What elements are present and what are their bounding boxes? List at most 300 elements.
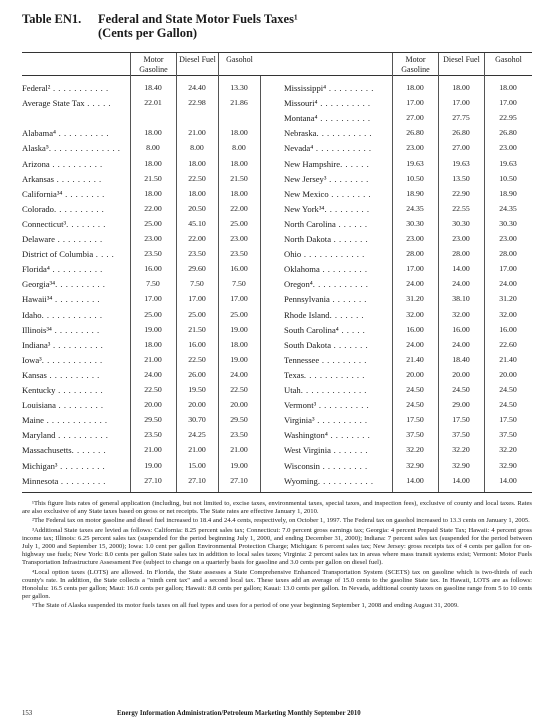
footnote-2: ²The Federal tax on motor gasoline and diesel fuel increased to 18.4 and 24.4 cents, respectively, on October 1, 1997. The Federal tax on gasohol increased to 13.3 cents on January 1, 2005.: [32, 517, 530, 525]
tax-value-diesel: 8.00: [190, 143, 204, 153]
dot-leader: . . . . . . . . . .: [53, 203, 105, 214]
state-name-text: Average State Tax: [22, 98, 85, 109]
state-name: [284, 428, 390, 442]
tax-value-gasohol: 18.00: [230, 128, 248, 138]
state-name-text: Arkansas: [22, 173, 54, 184]
dot-leader: . . . . . . . . .: [51, 324, 100, 335]
tax-value-gasohol: 17.00: [499, 264, 517, 274]
table-row: [22, 96, 532, 110]
state-name-text: Maryland: [22, 430, 56, 441]
tax-value-diesel: 18.00: [188, 158, 206, 168]
dot-leader: . . . . . . . . .: [57, 460, 106, 471]
tax-value-diesel: 25.00: [188, 309, 206, 319]
state-name-text: Iowa³: [22, 354, 42, 365]
tax-value-motor: 18.00: [144, 188, 162, 198]
state-name-text: Minnesota: [22, 475, 59, 486]
state-name-text: South Dakota: [284, 339, 332, 350]
dot-leader: . . . . . . .: [71, 445, 107, 456]
dot-leader: . . . .: [93, 249, 115, 260]
tax-value-diesel: 21.00: [188, 128, 206, 138]
state-name-text: Montana⁴: [284, 113, 318, 124]
state-name: [284, 262, 390, 276]
state-name: [284, 368, 390, 382]
tax-value-diesel: 20.00: [188, 400, 206, 410]
tax-value-gasohol: 21.86: [230, 98, 248, 108]
state-name: [284, 81, 390, 95]
tax-value-diesel: 32.00: [452, 309, 470, 319]
tax-value-motor: 17.50: [406, 415, 424, 425]
state-name-text: New Jersey³: [284, 173, 327, 184]
tax-value-diesel: 27.10: [188, 475, 206, 485]
title-line-2: (Cents per Gallon): [98, 26, 198, 40]
state-name-text: Washington⁴: [284, 430, 328, 441]
table-row: [22, 413, 532, 427]
tax-value-diesel: 17.50: [452, 415, 470, 425]
column-rule: [176, 76, 177, 492]
tax-value-diesel: 20.50: [188, 203, 206, 213]
table-row: [22, 247, 532, 261]
tax-value-gasohol: 20.00: [230, 400, 248, 410]
tax-value-gasohol: 18.00: [230, 188, 248, 198]
table-row: [22, 443, 532, 457]
state-name-text: Kansas: [22, 369, 47, 380]
tax-value-motor: 14.00: [406, 475, 424, 485]
table-row: [22, 217, 532, 231]
tax-value-diesel: 20.00: [452, 369, 470, 379]
tax-value-diesel: 22.98: [188, 98, 206, 108]
tax-value-gasohol: 17.50: [499, 415, 517, 425]
tax-value-motor: 20.00: [406, 369, 424, 379]
tax-value-motor: 32.20: [406, 445, 424, 455]
state-name-text: Federal²: [22, 83, 51, 93]
tax-value-motor: 8.00: [146, 143, 160, 153]
state-name-text: Texas: [284, 369, 304, 380]
tax-value-diesel: 14.00: [452, 264, 470, 274]
tax-value-motor: 20.00: [144, 400, 162, 410]
tax-value-gasohol: 37.50: [499, 430, 517, 440]
tax-value-diesel: 32.90: [452, 460, 470, 470]
tax-value-diesel: 45.10: [188, 218, 206, 228]
tax-value-diesel: 26.00: [188, 369, 206, 379]
state-name-text: New Hampshire: [284, 158, 341, 169]
tax-value-gasohol: 32.00: [499, 309, 517, 319]
table-row: [22, 338, 532, 352]
dot-leader: . . . . . . . .: [66, 218, 106, 229]
tax-value-motor: 21.00: [144, 445, 162, 455]
state-name: [284, 277, 390, 291]
table-row: [22, 232, 532, 246]
dot-leader: . . . . . . . . . . . .: [303, 369, 365, 380]
tax-value-gasohol: 32.20: [499, 445, 517, 455]
table-row: [22, 308, 532, 322]
dot-leader: . . . . . . .: [331, 339, 369, 350]
dot-leader: . . . . . . . . .: [319, 460, 368, 471]
table-row: [22, 383, 532, 397]
state-name-text: Colorado: [22, 203, 54, 214]
tax-value-motor: 18.00: [406, 83, 424, 92]
table-row: [22, 81, 532, 95]
footnotes: [22, 500, 532, 612]
state-name: [284, 338, 390, 352]
state-name-text: Missouri⁴: [284, 98, 318, 109]
tax-value-motor: 21.50: [144, 173, 162, 183]
state-name-text: Alabama⁴: [22, 128, 57, 139]
state-name: [284, 157, 390, 171]
tax-value-diesel: 18.00: [452, 83, 470, 92]
tax-value-motor: 18.00: [144, 128, 162, 138]
state-name: [284, 459, 390, 473]
tax-value-gasohol: 21.40: [499, 354, 517, 364]
state-name-text: Massachusetts: [22, 445, 72, 456]
state-name-text: West Virginia: [284, 445, 331, 456]
dot-leader: . . . . . . .: [329, 294, 367, 305]
table-row: [22, 172, 532, 186]
dot-leader: . . . . . . . .: [328, 188, 372, 199]
tax-value-motor: 23.50: [144, 249, 162, 259]
state-name-text: New York³⁴: [284, 203, 325, 214]
tax-value-gasohol: 22.50: [230, 385, 248, 394]
tax-value-motor: 24.00: [144, 369, 162, 379]
state-name-text: Wisconsin: [284, 460, 320, 471]
tax-value-gasohol: 31.20: [499, 294, 517, 304]
tax-value-motor: 27.00: [406, 113, 424, 123]
state-name-text: Rhode Island: [284, 309, 330, 320]
state-name-text: Arizona: [22, 158, 50, 169]
tax-value-gasohol: 26.80: [499, 128, 517, 138]
tax-value-gasohol: 21.50: [230, 173, 248, 183]
tax-value-gasohol: 23.00: [499, 143, 517, 153]
column-rule: [130, 76, 131, 492]
table-row: [22, 474, 532, 488]
tax-value-diesel: 24.00: [452, 279, 470, 289]
col-header-motor-gasoline-right: Motor Gasoline: [392, 53, 438, 76]
table-row: [22, 398, 532, 412]
dot-leader: . . . . . . . . .: [52, 294, 101, 305]
tax-value-diesel: 22.50: [188, 354, 206, 364]
table-row: [22, 459, 532, 473]
tax-value-diesel: 28.00: [452, 249, 470, 259]
table-row: [22, 202, 532, 216]
footnote-3: ³Additional State taxes are levied as follows: California: 8.25 percent sales tax; Connecticut: 7.0 percent gross earnings tax; Georgia: 4 percent Prepaid State Tax; Hawaii: 4 percent gross income tax; Illinois: 6.25 percent sales tax (suspended for the period beginning July 1, 2000, and ending December 31, 2000); Indiana: 7 percent sales tax (suspended for the period between July 1, 2000 and September 15, 2000); Iowa: 1.0 cent per gallon Environmental Protection Charge; Michigan: 6 percent sales tax; New Jersey: gross receipts tax of 4 cents per gallon for on-highway use fuels; New York: 8.0 cents per gallon State sales tax in addition to local sales taxes; Virginia: 2 percent sales tax in areas where mass transit systems exist; Vermont: Motor Fuels Transportation Infrastructure Assessment Fee (subject to change on a quarterly basis for gasoline and 3.0 cents per gallon on diesel fuel).: [22, 526, 532, 567]
dot-leader: . . . . . . . . . . .: [316, 128, 373, 139]
tax-value-gasohol: 27.10: [230, 475, 248, 485]
tax-value-diesel: 7.50: [190, 279, 204, 289]
state-name-text: Kentucky: [22, 385, 56, 395]
state-name-text: Michigan³: [22, 460, 58, 471]
tax-value-gasohol: 17.00: [499, 98, 517, 108]
column-rule: [438, 76, 439, 492]
dot-leader: . . . . . . . . . .: [55, 279, 106, 290]
dot-leader: . . . . . . . . . .: [49, 264, 103, 275]
state-name: [284, 217, 390, 231]
tax-value-diesel: 21.00: [188, 445, 206, 455]
state-name-text: Delaware: [22, 234, 55, 244]
tax-value-gasohol: 22.60: [499, 339, 517, 349]
state-name-text: Georgia³⁴: [22, 279, 56, 290]
dot-leader: . . . . . . .: [331, 234, 369, 244]
table-header: [22, 12, 532, 42]
dot-leader: . . . . . . .: [329, 309, 365, 320]
tax-value-diesel: 18.00: [188, 188, 206, 198]
state-name-text: Nevada⁴: [284, 143, 314, 154]
dot-leader: . . . . . . . . .: [319, 354, 367, 365]
footnote-1: ¹This figure lists rates of general application (including, but not limited to, excise taxes, environmental taxes, special taxes, and inspection fees), exclusive of county and local taxes. Rates are also exclusive of any State taxes based on gross or net receipts. The State rates are effective January 1, 2010.: [22, 500, 532, 516]
tax-value-gasohol: 8.00: [232, 143, 246, 153]
tax-value-diesel: 23.50: [188, 249, 206, 259]
tax-value-diesel: 22.50: [188, 173, 206, 183]
state-name: [284, 353, 390, 367]
col-header-diesel-fuel-right: Diesel Fuel: [438, 53, 484, 76]
tax-value-motor: 26.80: [406, 128, 424, 138]
tax-value-motor: 22.00: [144, 203, 162, 213]
tax-value-diesel: 37.50: [452, 430, 470, 440]
page-number: 153: [22, 710, 33, 717]
tax-value-motor: 22.50: [144, 385, 162, 394]
tax-value-motor: 21.40: [406, 354, 424, 364]
state-name-text: Louisiana: [22, 400, 56, 411]
tax-value-motor: 25.00: [144, 218, 162, 228]
table-row: [22, 126, 532, 140]
state-name: [284, 443, 390, 457]
column-rule: [260, 76, 261, 492]
state-name-text: Ohio: [284, 249, 302, 260]
tax-value-diesel: 16.00: [452, 324, 470, 334]
tax-value-gasohol: 24.50: [499, 385, 517, 394]
tax-value-gasohol: 25.00: [230, 309, 248, 319]
tax-value-diesel: 27.00: [452, 143, 470, 153]
state-name-text: Idaho: [22, 309, 42, 320]
state-name-text: Connecticut³: [22, 218, 67, 229]
tax-value-diesel: 24.00: [452, 339, 470, 349]
state-name-text: Florida⁴: [22, 264, 50, 275]
tax-value-diesel: 14.00: [452, 475, 470, 485]
tax-value-motor: 23.00: [406, 234, 424, 243]
dot-leader: . . . . .: [84, 98, 112, 109]
state-name: [284, 383, 390, 397]
tax-value-motor: 37.50: [406, 430, 424, 440]
state-name-text: Illinois³⁴: [22, 324, 52, 335]
state-name-text: California³⁴: [22, 188, 63, 199]
table-row: [22, 368, 532, 382]
tax-value-motor: 16.00: [144, 264, 162, 274]
table-row: [22, 141, 532, 155]
tax-value-diesel: 17.00: [188, 294, 206, 304]
table-bottom-rule: [22, 492, 532, 493]
tax-value-motor: 19.00: [144, 460, 162, 470]
state-name: [284, 141, 390, 155]
dot-leader: . . . . . . . . .: [55, 385, 104, 395]
tax-value-gasohol: 19.00: [230, 324, 248, 334]
dot-leader: . . . . . . . . . .: [56, 128, 109, 139]
state-name-text: Mississippi⁴: [284, 83, 327, 93]
tax-value-motor: 19.00: [144, 324, 162, 334]
tax-value-motor: 30.30: [406, 218, 424, 228]
tax-value-gasohol: 10.50: [499, 173, 517, 183]
state-name: [284, 308, 390, 322]
state-name-text: South Carolina⁴: [284, 324, 339, 335]
col-header-gasohol-right: Gasohol: [484, 53, 532, 76]
tax-value-motor: 18.90: [406, 188, 424, 198]
tax-value-motor: 27.10: [144, 475, 162, 485]
dot-leader: . . . . . . . . .: [54, 234, 103, 244]
tax-value-motor: 18.00: [144, 339, 162, 349]
tax-value-gasohol: 23.00: [499, 234, 517, 243]
tax-value-diesel: 17.00: [452, 98, 470, 108]
state-name: [284, 232, 390, 246]
dot-leader: . . . . . . . . . . . .: [43, 415, 108, 426]
tax-value-diesel: 16.00: [188, 339, 206, 349]
dot-leader: . . . . . . . . .: [324, 203, 370, 214]
tax-value-diesel: 13.50: [452, 173, 470, 183]
tax-value-gasohol: 14.00: [499, 475, 517, 485]
tax-value-motor: 10.50: [406, 173, 424, 183]
title-line-1: Federal and State Motor Fuels Taxes¹: [98, 12, 298, 26]
tax-value-motor: 28.00: [406, 249, 424, 259]
dot-leader: . . . . . . . . . .: [49, 158, 103, 169]
table-row: [22, 262, 532, 276]
column-rule: [484, 76, 485, 492]
table-row: [22, 353, 532, 367]
tax-value-gasohol: 18.00: [230, 158, 248, 168]
state-name-text: North Dakota: [284, 234, 332, 244]
tax-value-diesel: 22.55: [452, 203, 470, 213]
dot-leader: . . . . . . . . .: [319, 264, 368, 275]
tax-value-diesel: 29.60: [188, 264, 206, 274]
state-name: [284, 126, 390, 140]
tax-value-diesel: 30.70: [188, 415, 206, 425]
state-name-text: Oregon⁴: [284, 279, 313, 290]
tax-value-gasohol: 20.00: [499, 369, 517, 379]
state-name: [284, 111, 390, 125]
dot-leader: . . . . . . . .: [327, 430, 371, 441]
tax-value-gasohol: 25.00: [230, 218, 248, 228]
state-name-text: Maine: [22, 415, 44, 426]
tax-value-motor: 18.00: [144, 158, 162, 168]
state-name: [284, 398, 390, 412]
tax-value-diesel: 24.50: [452, 385, 470, 394]
tax-value-motor: 32.00: [406, 309, 424, 319]
state-name-text: Oklahoma: [284, 264, 320, 275]
tax-value-diesel: 26.80: [452, 128, 470, 138]
state-name-text: North Carolina: [284, 218, 336, 229]
tax-value-gasohol: 24.35: [499, 203, 517, 213]
state-name-text: Virginia³: [284, 415, 315, 426]
dot-leader: . . . . . . . . . .: [316, 400, 370, 411]
state-name-text: Tennessee: [284, 354, 320, 365]
column-rule: [218, 76, 219, 492]
tax-value-motor: 32.90: [406, 460, 424, 470]
dot-leader: . . . . . .: [335, 218, 368, 229]
tax-value-motor: 23.50: [144, 430, 162, 440]
tax-value-gasohol: 23.00: [230, 234, 248, 243]
tax-value-diesel: 24.40: [188, 83, 206, 92]
tax-value-diesel: 27.75: [452, 113, 470, 123]
tax-value-diesel: 18.40: [452, 354, 470, 364]
tax-value-gasohol: 7.50: [232, 279, 246, 289]
tax-value-gasohol: 19.00: [230, 460, 248, 470]
tax-value-diesel: 24.25: [188, 430, 206, 440]
state-name-text: District of Columbia: [22, 249, 94, 260]
dot-leader: . . . . .: [338, 324, 366, 335]
fuel-tax-table: [22, 52, 532, 486]
dot-leader: . . . . . . . . . . . .: [301, 249, 365, 260]
dot-leader: . . . . . . . . . . . .: [41, 309, 103, 320]
dot-leader: . . . . . . . . . . . . .: [300, 385, 367, 395]
dot-leader: . . . . . . . .: [62, 188, 105, 199]
dot-leader: . . . . . . . . . .: [317, 98, 371, 109]
tax-value-motor: 31.20: [406, 294, 424, 304]
tax-value-motor: 7.50: [146, 279, 160, 289]
table-row: [22, 277, 532, 291]
tax-value-diesel: 32.20: [452, 445, 470, 455]
tax-value-diesel: 23.00: [452, 234, 470, 243]
tax-value-motor: 24.00: [406, 339, 424, 349]
tax-value-diesel: 21.50: [188, 324, 206, 334]
state-name-text: Indiana³: [22, 339, 51, 350]
tax-value-motor: 17.00: [406, 264, 424, 274]
col-header-diesel-fuel-left: Diesel Fuel: [176, 53, 218, 76]
dot-leader: . . . . . .: [340, 158, 370, 169]
tax-value-motor: 24.50: [406, 400, 424, 410]
tax-value-gasohol: 24.00: [499, 279, 517, 289]
dot-leader: . . . . . . . . . .: [317, 113, 371, 124]
tax-value-gasohol: 16.00: [499, 324, 517, 334]
dot-leader: . . . . . . . . . . . . . .: [48, 143, 121, 154]
state-name-text: Alaska⁵: [22, 143, 49, 154]
tax-value-gasohol: 23.50: [230, 430, 248, 440]
state-name: [284, 247, 390, 261]
tax-value-gasohol: 23.50: [230, 249, 248, 259]
dot-leader: . . . . . . . . . .: [314, 415, 368, 426]
state-name: [284, 474, 390, 488]
dot-leader: . . . . . . . . . .: [55, 430, 109, 441]
dot-leader: . . . . . . . . . . .: [312, 279, 369, 290]
column-header-row: [22, 52, 532, 76]
tax-value-motor: 24.50: [406, 385, 424, 394]
state-name-text: Utah: [284, 385, 301, 395]
tax-value-motor: 24.35: [406, 203, 424, 213]
tax-value-diesel: 22.90: [452, 188, 470, 198]
table-row: [22, 292, 532, 306]
tax-value-gasohol: 19.00: [230, 354, 248, 364]
tax-value-diesel: 15.00: [188, 460, 206, 470]
footnote-4: ⁴Local option taxes (LOTS) are allowed. In Florida, the State assesses a State Comprehensive Enhanced Transportation System (SCETS) tax on gasoline which is two-thirds of each county's rate. In addition, the State collects a "ninth cent tax" and a second local tax. These taxes add an average of 15.0 cents to the gasoline State tax. In Hawaii, LOTS are as follows: Honolulu: 16.5 cents per gallon; Maui: 16.0 cents per gallon; Hawaii: 8.8 cents per gallon; Kauai: 13.0 cents per gallon. In Nevada, additional county taxes on gasoline range from 5 to 10 cents per gallon.: [22, 568, 532, 601]
table-row: [22, 111, 532, 125]
tax-value-gasohol: 32.90: [499, 460, 517, 470]
state-name-text: Wyoming: [284, 475, 318, 486]
tax-value-gasohol: 29.50: [230, 415, 248, 425]
table-id: Table EN1.: [22, 12, 82, 26]
state-name-text: Nebraska: [284, 128, 317, 139]
tax-value-gasohol: 22.00: [230, 203, 248, 213]
publication-line: Energy Information Administration/Petroleum Marketing Monthly September 2010: [117, 710, 361, 717]
table-row: [22, 157, 532, 171]
tax-value-motor: 16.00: [406, 324, 424, 334]
tax-value-motor: 23.00: [406, 143, 424, 153]
tax-value-gasohol: 30.30: [499, 218, 517, 228]
dot-leader: . . . . . . . . .: [53, 173, 102, 184]
dot-leader: . . . . . . . . . .: [46, 369, 100, 380]
state-name: [284, 202, 390, 216]
state-name: [284, 292, 390, 306]
table-row: [22, 428, 532, 442]
tax-value-diesel: 22.00: [188, 234, 206, 243]
state-name: [284, 187, 390, 201]
tax-value-gasohol: 21.00: [230, 445, 248, 455]
tax-value-diesel: 19.50: [188, 385, 206, 394]
table-row: [22, 187, 532, 201]
table-title: [98, 12, 298, 40]
